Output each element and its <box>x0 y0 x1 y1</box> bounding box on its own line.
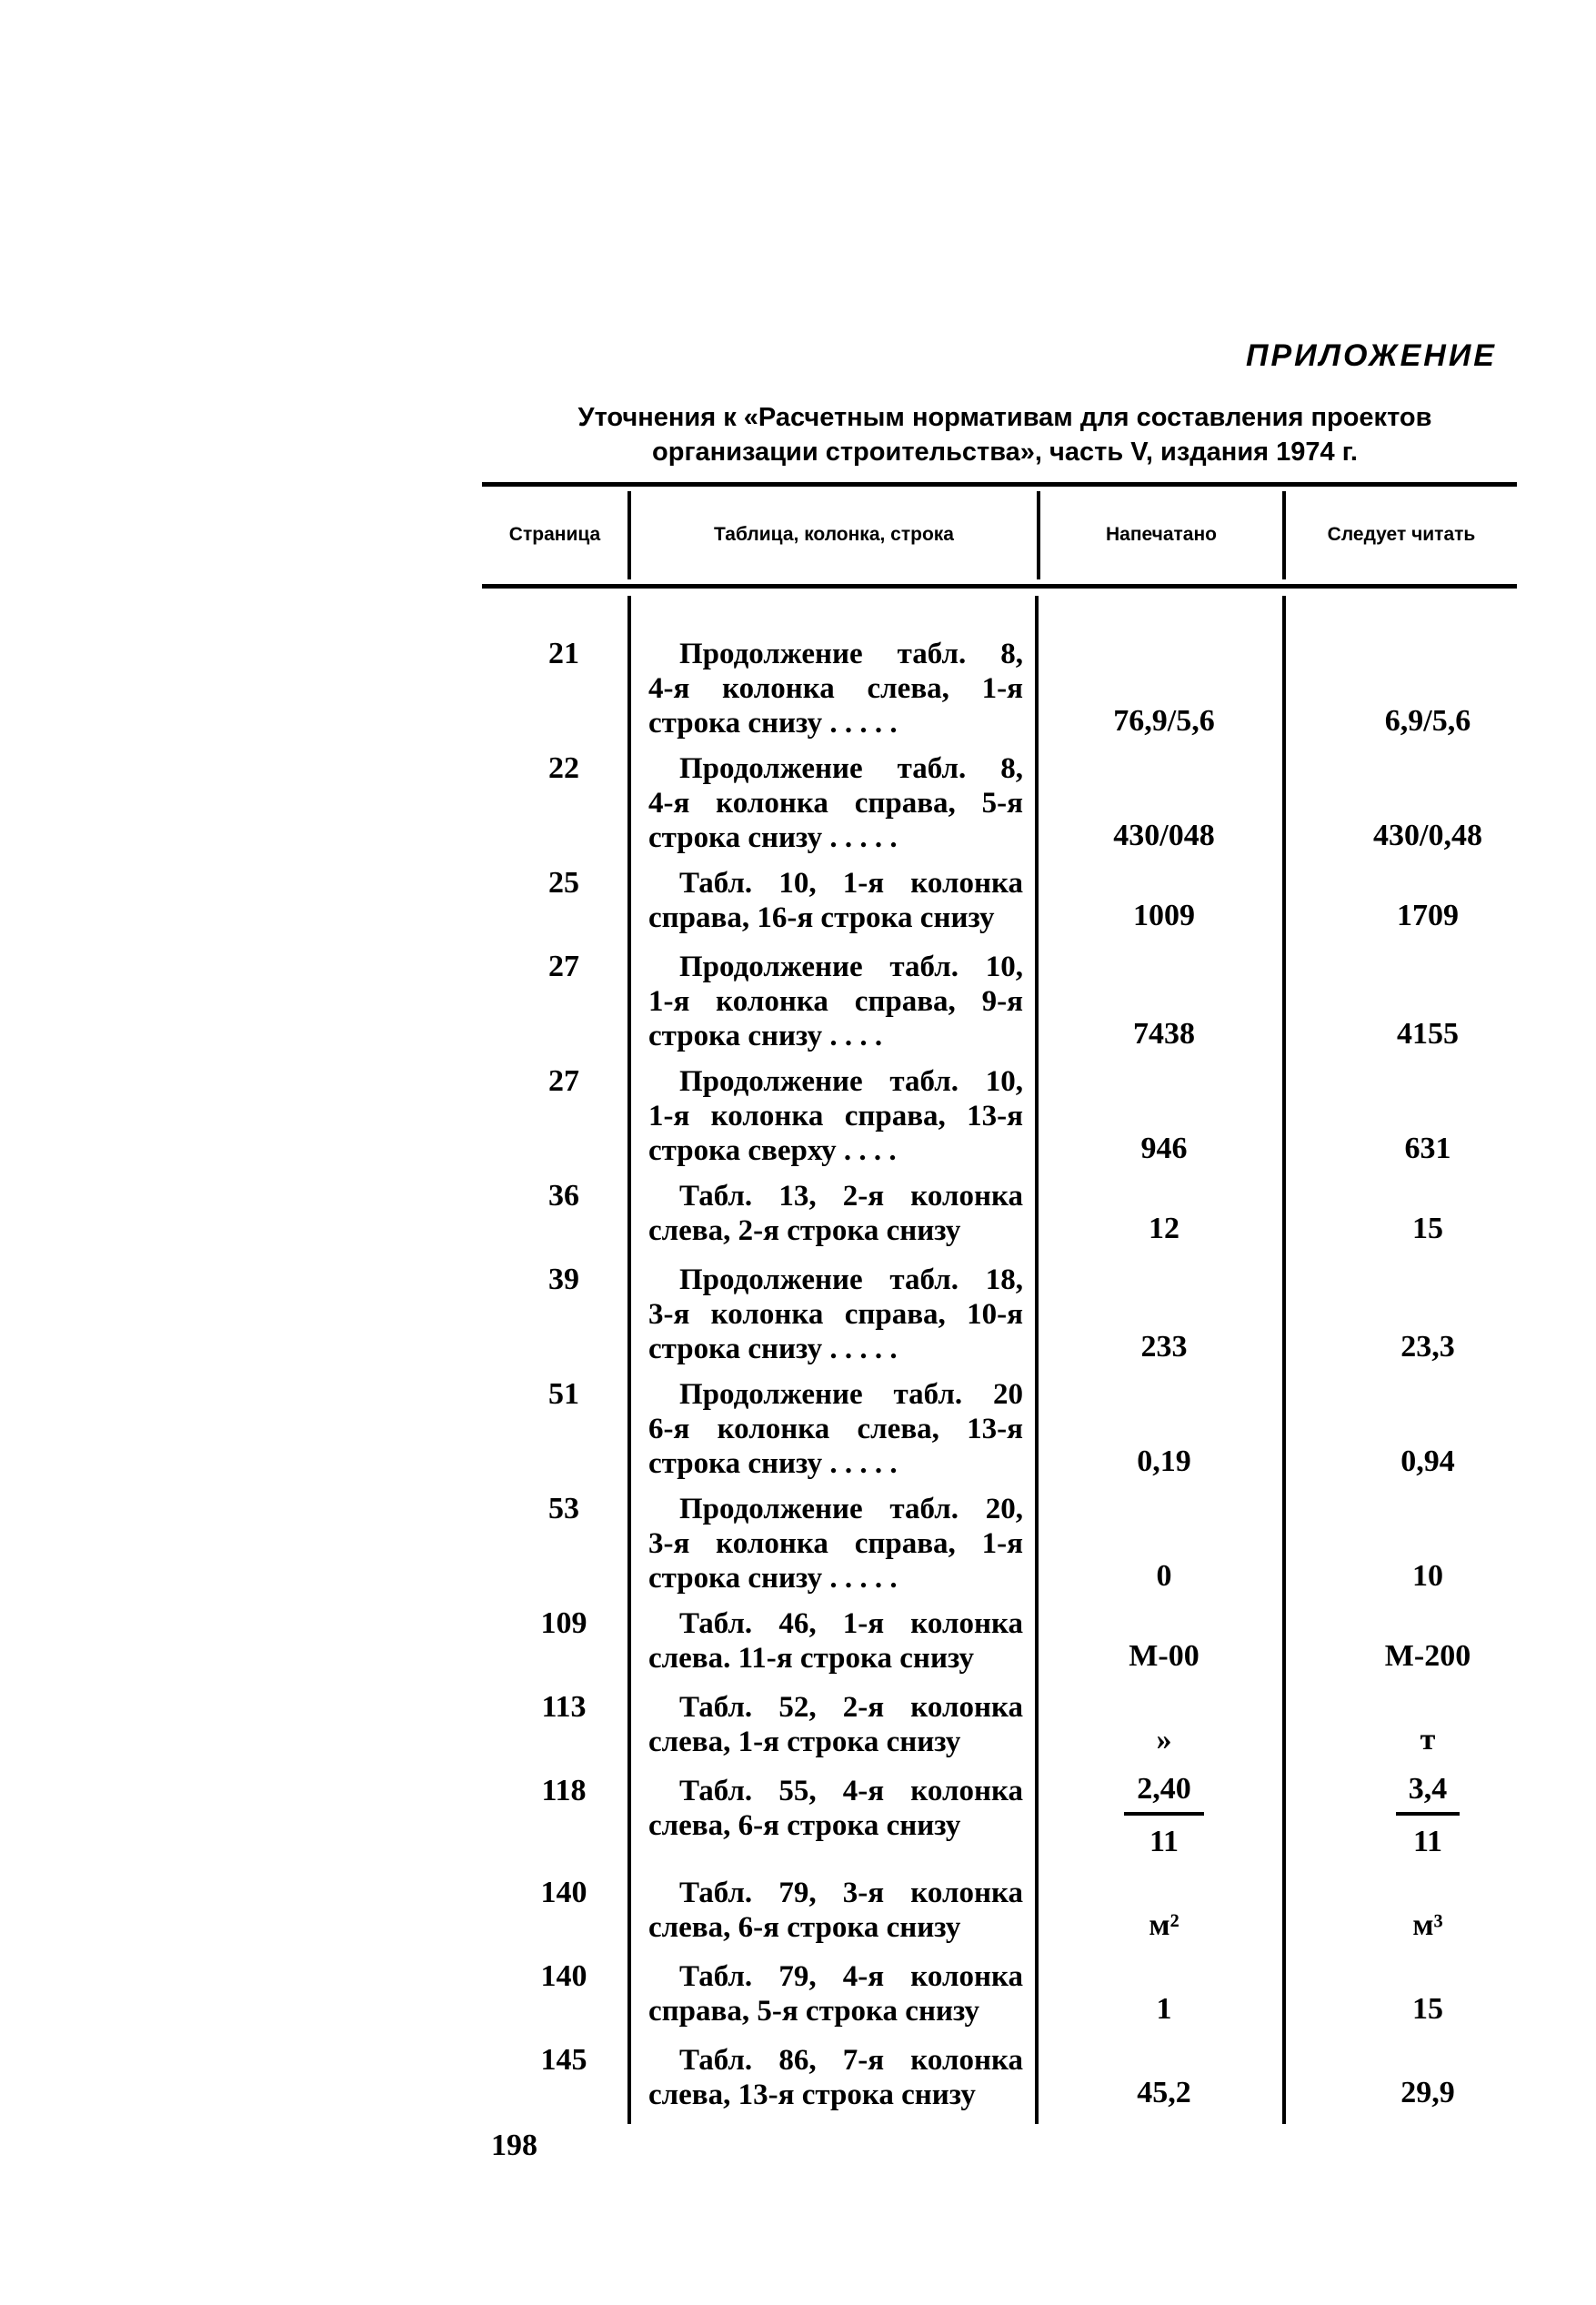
row-location-line: строка снизу . . . . . <box>648 1562 898 1595</box>
row-location-line: слева, 6-я строка снизу <box>648 1911 961 1944</box>
body-divider <box>1282 596 1286 2124</box>
row-page: 140 <box>540 1876 587 1909</box>
subtitle-line: Уточнения к «Расчетным нормативам для составления проектов <box>577 403 1432 432</box>
row-should-read: 1709 <box>1397 899 1459 932</box>
row-location-line: 6-я колонка слева, 13-я <box>648 1413 1023 1445</box>
row-location-line: строка снизу . . . . <box>648 1020 883 1052</box>
row-location-line: строка снизу . . . . . <box>648 1333 898 1365</box>
row-location-line: слева. 11-я строка снизу <box>648 1642 975 1675</box>
row-printed: 1 <box>1156 1992 1172 2026</box>
row-location <box>648 1263 1023 1366</box>
row-should-read: 29,9 <box>1400 2076 1455 2109</box>
row-printed: 946 <box>1140 1132 1188 1165</box>
appendix-heading: ПРИЛОЖЕНИЕ <box>1246 338 1497 373</box>
table-top-rule <box>482 482 1517 487</box>
row-should-read: 430/0,48 <box>1373 819 1482 852</box>
row-location <box>648 950 1023 1053</box>
fraction-numerator: 3,4 <box>1396 1772 1460 1816</box>
row-location-line: Продолжение табл. 8, <box>679 752 1023 785</box>
row-location-line: Продолжение табл. 20 <box>679 1378 1023 1411</box>
row-location-line: 1-я колонка справа, 13-я <box>648 1100 1023 1132</box>
row-printed: » <box>1156 1723 1172 1756</box>
row-page: 21 <box>548 637 579 670</box>
body-divider <box>1035 596 1039 2124</box>
row-location-line: Продолжение табл. 18, <box>679 1263 1023 1296</box>
row-should-read: 15 <box>1412 1212 1443 1245</box>
row-should-read: м³ <box>1412 1908 1443 1942</box>
row-printed: 0,19 <box>1137 1444 1191 1478</box>
row-should-read: 6,9/5,6 <box>1384 704 1471 738</box>
row-location-line: 1-я колонка справа, 9-я <box>648 985 1023 1018</box>
row-location-line: Продолжение табл. 20, <box>679 1493 1023 1525</box>
row-printed: м² <box>1149 1908 1179 1942</box>
row-printed: 45,2 <box>1137 2076 1191 2109</box>
row-location-line: Табл. 10, 1-я колонка <box>679 867 1023 900</box>
row-page: 109 <box>540 1606 587 1640</box>
row-location <box>648 1774 1023 1843</box>
row-location <box>648 751 1023 855</box>
fraction-numerator: 2,40 <box>1124 1772 1204 1816</box>
row-location-line: строка снизу . . . . . <box>648 821 898 854</box>
row-location <box>648 1606 1023 1676</box>
row-location-line: строка снизу . . . . . <box>648 1447 898 1480</box>
row-location-line: 3-я колонка справа, 1-я <box>648 1527 1023 1560</box>
row-location-line: Табл. 79, 3-я колонка <box>679 1877 1023 1909</box>
row-page: 53 <box>548 1492 579 1525</box>
row-location-line: Продолжение табл. 8, <box>679 638 1023 670</box>
column-header-location: Таблица, колонка, строка <box>714 524 954 545</box>
row-location-line: 4-я колонка справа, 5-я <box>648 787 1023 820</box>
row-location-line: Табл. 79, 4-я колонка <box>679 1960 1023 1993</box>
row-printed: 430/048 <box>1113 819 1215 852</box>
row-should-read: т <box>1420 1723 1436 1756</box>
row-location-line: справа, 16-я строка снизу <box>648 901 995 934</box>
row-printed: 233 <box>1140 1330 1188 1364</box>
column-header-page: Страница <box>508 524 601 545</box>
row-printed: М-00 <box>1129 1639 1200 1673</box>
row-location-line: строка снизу . . . . . <box>648 707 898 740</box>
row-should-read: 23,3 <box>1400 1330 1455 1364</box>
row-printed: 76,9/5,6 <box>1113 704 1215 738</box>
row-should-read: 0,94 <box>1400 1444 1455 1478</box>
row-page: 140 <box>540 1959 587 1993</box>
row-location-line: слева, 1-я строка снизу <box>648 1726 961 1758</box>
column-header-should-read: Следует читать <box>1327 524 1476 545</box>
row-should-read: 4155 <box>1397 1017 1459 1051</box>
row-printed: 0 <box>1156 1559 1172 1593</box>
row-should-read: 10 <box>1412 1559 1443 1593</box>
row-printed: 7438 <box>1133 1017 1195 1051</box>
row-location <box>648 637 1023 740</box>
row-location <box>648 1959 1023 2028</box>
row-location-line: 4-я колонка слева, 1-я <box>648 672 1023 705</box>
row-location-line: Табл. 52, 2-я колонка <box>679 1691 1023 1724</box>
row-should-read <box>1300 1772 1555 1859</box>
header-bottom-rule <box>482 584 1517 589</box>
row-location-line: справа, 5-я строка снизу <box>648 1995 980 2028</box>
row-location <box>648 1690 1023 1759</box>
row-location-line: Табл. 46, 1-я колонка <box>679 1607 1023 1640</box>
row-location <box>648 1492 1023 1595</box>
row-printed <box>1046 1772 1282 1859</box>
row-location <box>648 1876 1023 1945</box>
row-location-line: Продолжение табл. 10, <box>679 951 1023 983</box>
row-location <box>648 1179 1023 1248</box>
row-should-read: М-200 <box>1384 1639 1471 1673</box>
body-divider <box>627 596 631 2124</box>
row-printed: 1009 <box>1133 899 1195 932</box>
row-location-line: слева, 6-я строка снизу <box>648 1809 961 1842</box>
row-page: 25 <box>548 866 579 900</box>
column-header-printed: Напечатано <box>1105 524 1218 545</box>
row-page: 51 <box>548 1377 579 1411</box>
row-location-line: слева, 2-я строка снизу <box>648 1214 961 1247</box>
row-location <box>648 866 1023 935</box>
row-should-read: 15 <box>1412 1992 1443 2026</box>
row-location <box>648 2043 1023 2112</box>
row-page: 22 <box>548 751 579 785</box>
document-subtitle <box>491 400 1519 469</box>
row-printed: 12 <box>1149 1212 1179 1245</box>
row-location-line: слева, 13-я строка снизу <box>648 2079 976 2111</box>
row-location-line: Продолжение табл. 10, <box>679 1065 1023 1098</box>
row-page: 118 <box>541 1774 587 1807</box>
fraction-denominator: 11 <box>1412 1825 1443 1858</box>
fraction <box>1124 1772 1204 1859</box>
row-location <box>648 1064 1023 1168</box>
row-location-line: Табл. 55, 4-я колонка <box>679 1775 1023 1807</box>
row-page: 27 <box>548 950 579 983</box>
row-location-line: строка сверху . . . . <box>648 1134 897 1167</box>
row-page: 145 <box>540 2043 587 2077</box>
fraction-denominator: 11 <box>1149 1825 1179 1858</box>
row-should-read: 631 <box>1404 1132 1451 1165</box>
page-number: 198 <box>491 2129 537 2162</box>
row-page: 113 <box>541 1690 587 1724</box>
fraction <box>1396 1772 1460 1859</box>
row-page: 27 <box>548 1064 579 1098</box>
row-location-line: Табл. 86, 7-я колонка <box>679 2044 1023 2077</box>
row-location-line: Табл. 13, 2-я колонка <box>679 1180 1023 1213</box>
row-location-line: 3-я колонка справа, 10-я <box>648 1298 1023 1331</box>
row-page: 39 <box>548 1263 579 1296</box>
subtitle-line: организации строительства», часть V, издания 1974 г. <box>652 438 1358 467</box>
row-location <box>648 1377 1023 1481</box>
row-page: 36 <box>548 1179 579 1213</box>
